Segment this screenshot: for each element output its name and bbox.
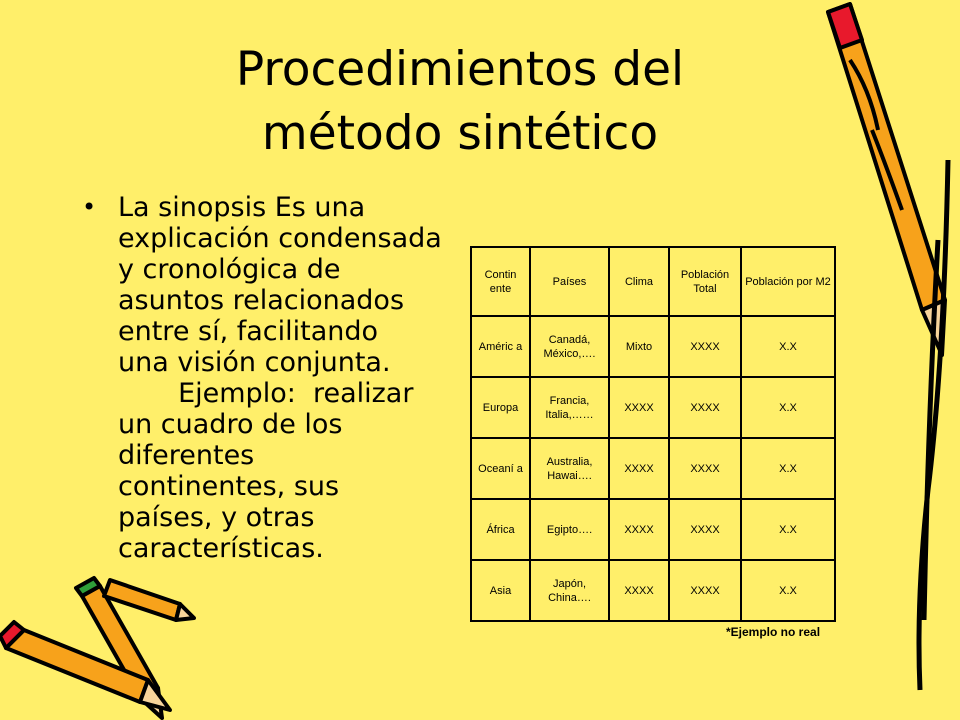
table-row (471, 438, 835, 499)
table-cell: X.X (741, 316, 835, 377)
table-row (471, 377, 835, 438)
bullet-line: países, y otras (118, 502, 315, 533)
table-cell: África (471, 499, 530, 560)
table-cell: Japón, China…. (530, 560, 609, 621)
bullet-line: continentes, sus (118, 471, 340, 502)
table-header-cell: Países (530, 247, 609, 316)
table-cell: Asia (471, 560, 530, 621)
bullet-line: características. (118, 533, 324, 564)
table-cell: XXXX (669, 316, 741, 377)
bullet-line: y cronológica de (118, 254, 341, 285)
footnote: *Ejemplo no real (726, 625, 821, 639)
table-header-row (471, 247, 835, 316)
table-cell: XXXX (669, 560, 741, 621)
bullet-line: diferentes (118, 440, 255, 471)
table-cell: X.X (741, 377, 835, 438)
bullet-line: explicación condensada (118, 223, 442, 254)
table-row (471, 316, 835, 377)
table-cell: Europa (471, 377, 530, 438)
table-cell: XXXX (609, 377, 669, 438)
table-cell: XXXX (669, 377, 741, 438)
table-cell: Francia, Italia,…… (530, 377, 609, 438)
slide-title (120, 38, 800, 166)
table-header-cell: Población Total (669, 247, 741, 316)
table-cell: X.X (741, 560, 835, 621)
table-cell: X.X (741, 438, 835, 499)
table-cell: Canadá, México,…. (530, 316, 609, 377)
title-line: Procedimientos del (235, 42, 685, 97)
bullet-line: entre sí, facilitando (118, 316, 379, 347)
table-header-cell: Clima (609, 247, 669, 316)
table-cell: XXXX (669, 499, 741, 560)
bullet-line: un cuadro de los (118, 409, 343, 440)
table-cell: XXXX (609, 438, 669, 499)
table-cell: XXXX (609, 560, 669, 621)
table-header-cell: Población por M2 (741, 247, 835, 316)
bullet-line: asuntos relacionados (118, 285, 405, 316)
table-cell: Améric a (471, 316, 530, 377)
bullet-paragraph (118, 192, 470, 564)
table-cell: XXXX (669, 438, 741, 499)
table-header-cell: Contin ente (471, 247, 530, 316)
table-cell: X.X (741, 499, 835, 560)
bullet-dot-icon: • (82, 193, 97, 221)
title-line: método sintético (261, 106, 659, 161)
bullet-line: una visión conjunta. (118, 347, 391, 378)
pencils-left-icon (0, 560, 220, 720)
bullet-line: La sinopsis Es una (118, 192, 366, 223)
table-row (471, 560, 835, 621)
table-cell: Oceaní a (471, 438, 530, 499)
table-cell: Mixto (609, 316, 669, 377)
table-cell: Egipto…. (530, 499, 609, 560)
continents-table (470, 246, 836, 622)
table-cell: Australia, Hawai…. (530, 438, 609, 499)
bullet-line: Ejemplo: realizar (118, 378, 414, 409)
table-row (471, 499, 835, 560)
table-cell: XXXX (609, 499, 669, 560)
